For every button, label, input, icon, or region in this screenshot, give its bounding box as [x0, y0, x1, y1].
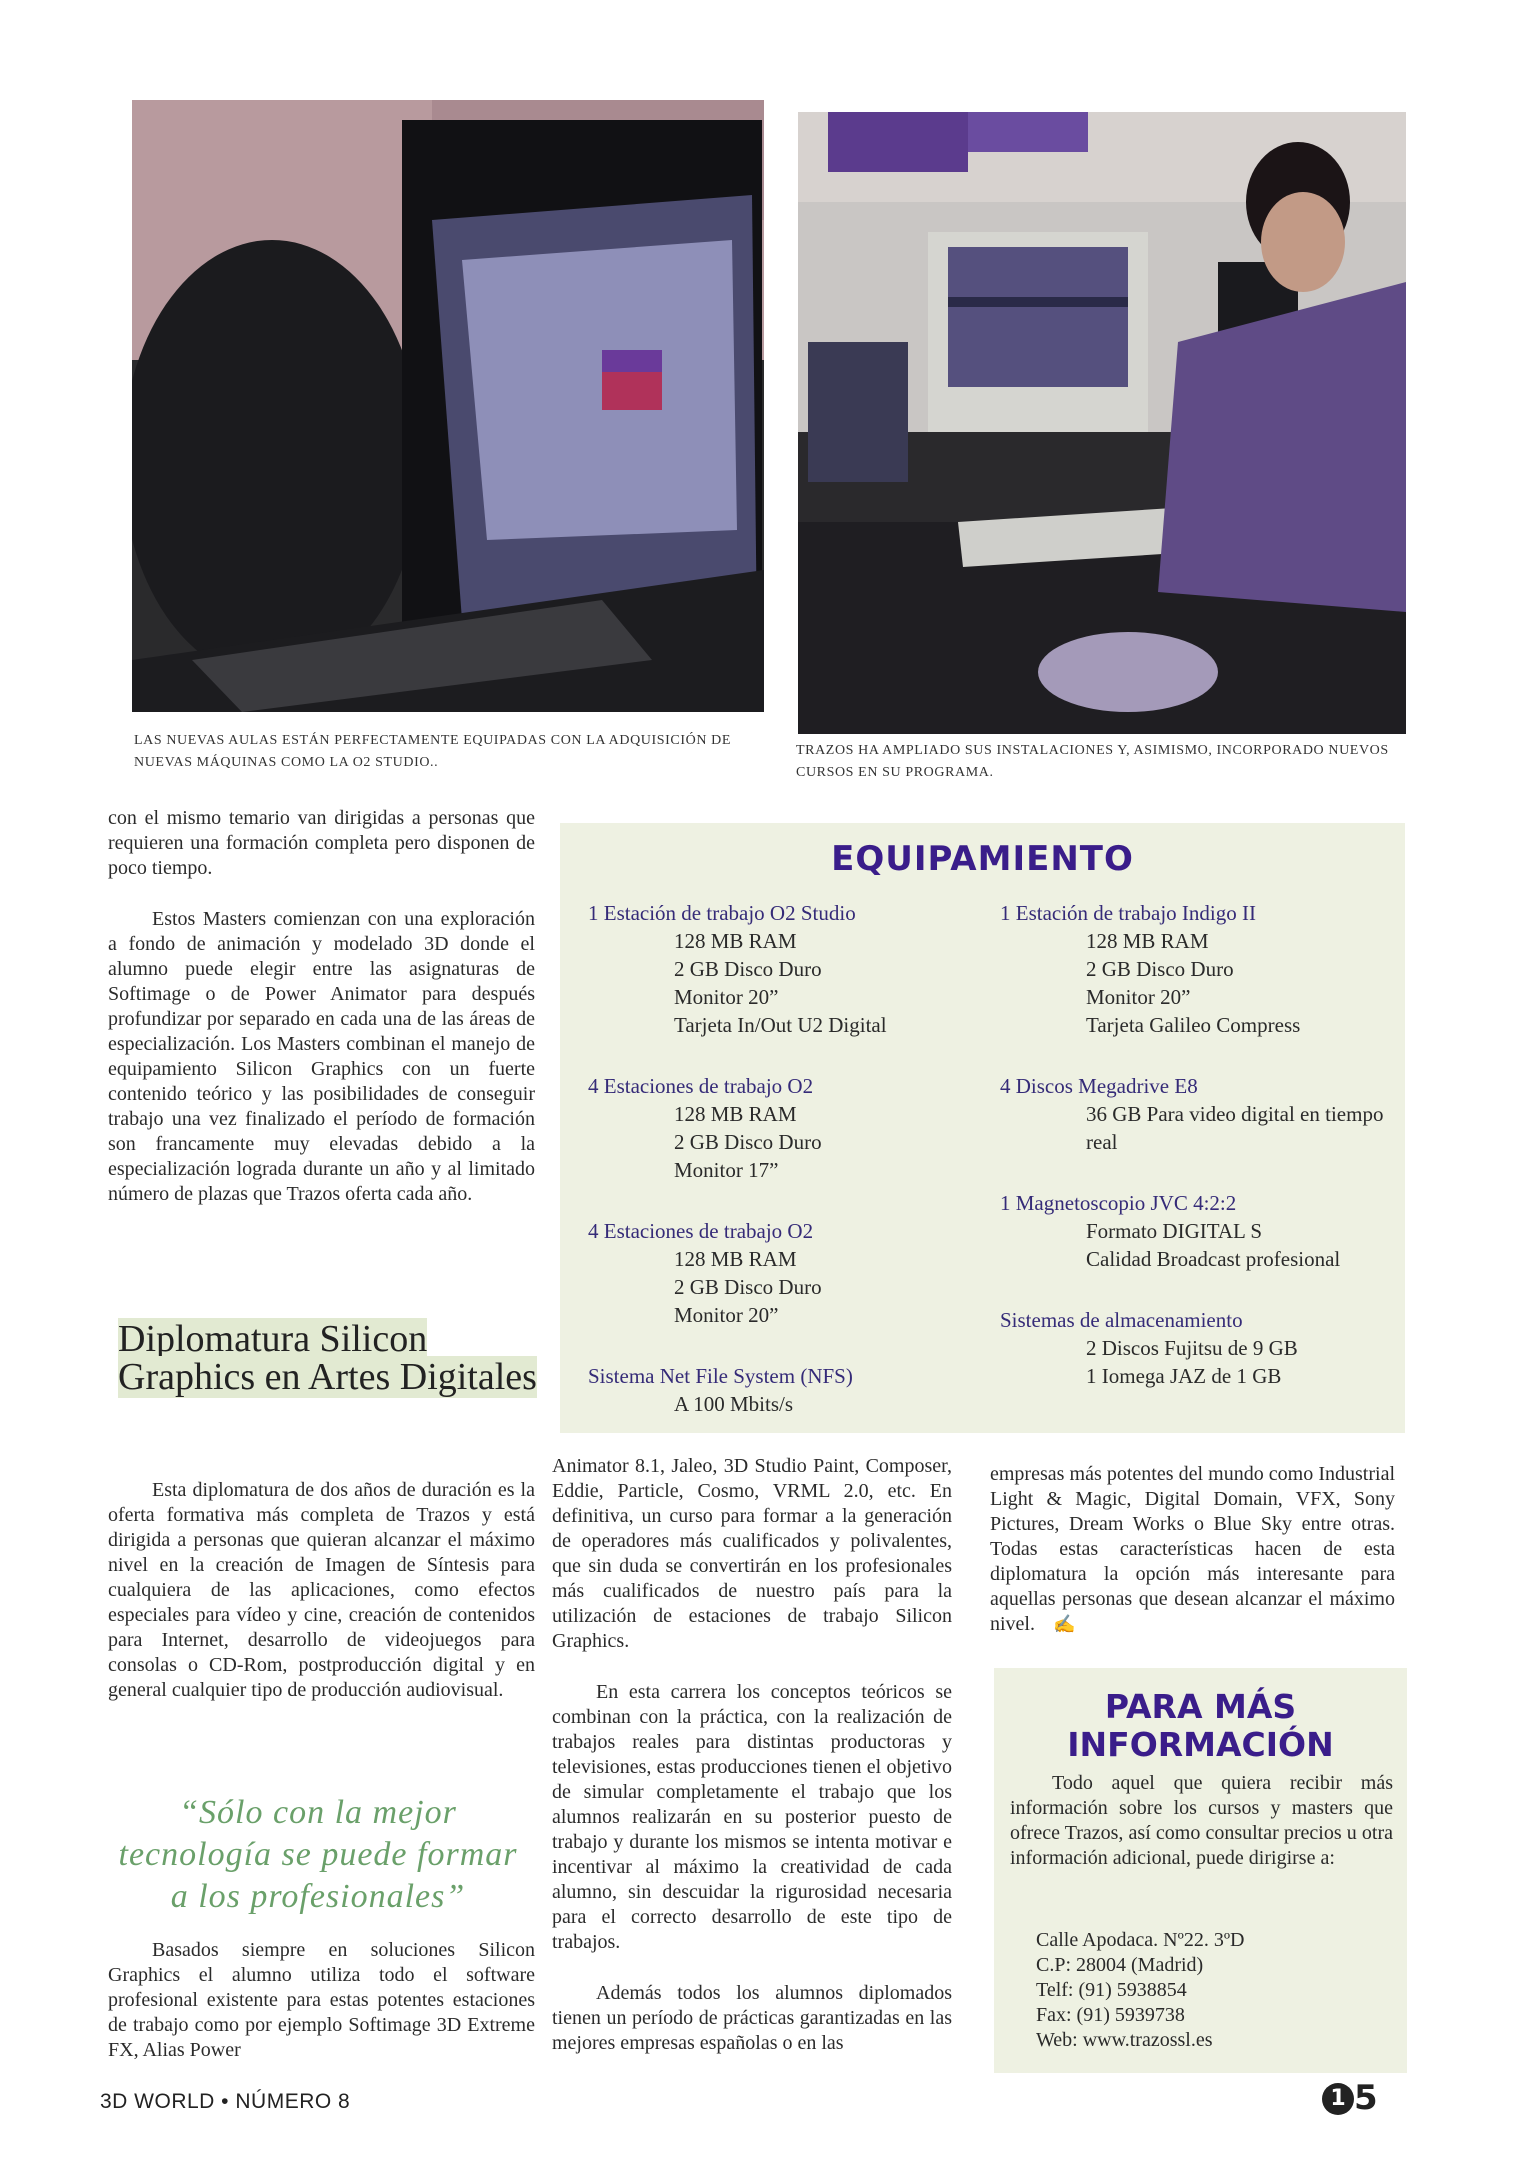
equipment-item: 36 GB Para video digital en tiempo real	[1086, 1102, 1384, 1154]
more-info-title-line2: INFORMACIÓN	[1067, 1725, 1334, 1764]
equipment-item: Monitor 20”	[1086, 985, 1191, 1009]
magazine-footer: 3D WORLD • NÚMERO 8	[100, 2090, 351, 2113]
address-postal: C.P: 28004 (Madrid)	[1036, 1954, 1204, 1976]
equipment-item: 1 Iomega JAZ de 1 GB	[1086, 1364, 1282, 1388]
pull-quote: “Sólo con la mejor tecnología se puede formar a los profesionales”	[118, 1794, 518, 1915]
equipment-item: 128 MB RAM	[674, 1247, 797, 1271]
equipment-group	[1000, 899, 1390, 1039]
more-info-box	[994, 1668, 1407, 2073]
photo-workstation-monitor	[132, 100, 764, 712]
left-paragraph-3: Esta diplomatura de dos años de duración es la oferta formativa más completa de Trazos y está dirigida a personas que quieran alcanzar el máximo nivel en la creación de Imagen de Síntesis para cualquiera de las aplicaciones, como efectos especiales para vídeo y cine, creación de contenidos para Internet, desarrollo de videojuegos para consolas o CD-Rom, postproducción digital y en general cualquier tipo de producción audiovisual.	[108, 1479, 535, 1701]
equipment-item: Monitor 20”	[674, 1303, 779, 1327]
left-paragraph-1: con el mismo temario van dirigidas a personas que requieren una formación completa pero disponen de poco tiempo.	[108, 807, 535, 879]
equipment-group-head: 1 Estación de trabajo Indigo II	[1000, 901, 1256, 925]
equipment-group	[1000, 1072, 1390, 1156]
equipment-group-head: 4 Estaciones de trabajo O2	[588, 1074, 814, 1098]
equipment-group-head: 4 Discos Megadrive E8	[1000, 1074, 1198, 1098]
equipment-item: 2 GB Disco Duro	[674, 1275, 822, 1299]
equipment-item: Calidad Broadcast profesional	[1086, 1247, 1341, 1271]
more-info-title	[994, 1688, 1407, 1764]
end-mark-icon: ✍	[1053, 1614, 1076, 1634]
equipment-group	[588, 899, 988, 1039]
middle-paragraph-2: En esta carrera los conceptos teóricos se combinan con la práctica, con la realización de trabajos reales para distintas productoras y televisiones, estas producciones tienen el objetivo de simular completamente el trabajo que los alumnos realizarán en su posterior puesto de trabajo y durante los mismos se intenta motivar e incentivar al máximo la creatividad de cada alumno, sin descuidar la rigurosidad necesaria para el correcto desarrollo de este tipo de trabajos.	[552, 1681, 952, 1953]
equipment-item: Formato DIGITAL S	[1086, 1219, 1263, 1243]
equipment-item: 128 MB RAM	[1086, 929, 1209, 953]
equipment-item: 2 GB Disco Duro	[674, 1130, 822, 1154]
address-phone: Telf: (91) 5938854	[1036, 1979, 1187, 2001]
equipment-group	[588, 1362, 988, 1418]
page-number	[1322, 2078, 1378, 2118]
contact-address	[1036, 1928, 1244, 2053]
left-column-top	[108, 806, 535, 1233]
equipment-group-head: 1 Magnetoscopio JVC 4:2:2	[1000, 1191, 1237, 1215]
equipment-item: Tarjeta Galileo Compress	[1086, 1013, 1301, 1037]
equipment-group	[588, 1217, 988, 1329]
section-heading	[118, 1320, 538, 1396]
equipment-group-head: 4 Estaciones de trabajo O2	[588, 1219, 814, 1243]
equipment-group-head: Sistema Net File System (NFS)	[588, 1364, 853, 1388]
caption-left-photo: LAS NUEVAS AULAS ESTÁN PERFECTAMENTE EQUIPADAS CON LA ADQUISICIÓN DE NUEVAS MÁQUINAS COMO LA O2 STUDIO..	[134, 733, 731, 770]
equipment-group-head: Sistemas de almacenamiento	[1000, 1308, 1243, 1332]
more-info-body: Todo aquel que quiera recibir más información sobre los cursos y masters que ofrece Trazos, así como consultar precios u otra información adicional, puede dirigirse a:	[1010, 1772, 1393, 1869]
equipment-item: 128 MB RAM	[674, 1102, 797, 1126]
equipment-group	[1000, 1189, 1390, 1273]
equipment-title: EQUIPAMIENTO	[831, 839, 1134, 879]
equipment-item: 2 GB Disco Duro	[1086, 957, 1234, 981]
equipment-group-head: 1 Estación de trabajo O2 Studio	[588, 901, 856, 925]
left-paragraph-2: Estos Masters comienzan con una exploración a fondo de animación y modelado 3D donde el alumno puede elegir entre las asignaturas de Softimage o de Power Animator para después profundizar por separado en cada una de las áreas de especialización. Los Masters combinan el manejo de equipamiento Silicon Graphics con un fuerte contenido teórico y las posibilidades de conseguir trabajo una vez finalizado el período de formación son francamente muy elevadas debido a la especialización lograda durante un año y al limitado número de plazas que Trazos oferta cada año.	[108, 908, 535, 1205]
equipment-item: Monitor 17”	[674, 1158, 779, 1182]
right-paragraph-1	[990, 1462, 1395, 1637]
equipment-item: 2 Discos Fujitsu de 9 GB	[1086, 1336, 1298, 1360]
more-info-title-line1: PARA MÁS	[1104, 1687, 1297, 1726]
address-fax: Fax: (91) 5939738	[1036, 2004, 1185, 2026]
caption-right-photo: TRAZOS HA AMPLIADO SUS INSTALACIONES Y, ASIMISMO, INCORPORADO NUEVOS CURSOS EN SU PROGRAMA.	[796, 743, 1389, 780]
equipment-item: Tarjeta In/Out U2 Digital	[674, 1013, 887, 1037]
equipment-group	[1000, 1306, 1390, 1390]
equipment-item: 128 MB RAM	[674, 929, 797, 953]
equipment-left-column	[588, 899, 988, 1451]
photo-student-workstation	[798, 112, 1406, 734]
equipment-item: Monitor 20”	[674, 985, 779, 1009]
middle-paragraph-3: Además todos los alumnos diplomados tienen un período de prácticas garantizadas en las mejores empresas españolas o en las	[552, 1982, 952, 2054]
section-heading-text: Diplomatura Silicon Graphics en Artes Digitales	[118, 1318, 537, 1398]
left-column-bottom	[108, 1938, 535, 2089]
page-number-digit-2: 5	[1354, 2078, 1378, 2118]
equipment-item: 2 GB Disco Duro	[674, 957, 822, 981]
address-web: Web: www.trazossl.es	[1036, 2029, 1213, 2051]
middle-column	[552, 1454, 952, 2082]
right-paragraph-text: empresas más potentes del mundo como Industrial Light & Magic, Digital Domain, VFX, Sony Pictures, Dream Works o Blue Sky entre otras. Todas estas características hacen de esta diplomatura la opción más interesante para aquellas personas que desean alcanzar el máximo nivel.	[990, 1463, 1395, 1635]
equipment-right-column	[1000, 899, 1390, 1423]
address-street: Calle Apodaca. Nº22. 3ºD	[1036, 1929, 1245, 1951]
equipment-item: A 100 Mbits/s	[674, 1392, 794, 1416]
equipment-group	[588, 1072, 988, 1184]
right-column	[990, 1462, 1395, 1663]
left-column-mid	[108, 1478, 535, 1729]
middle-paragraph-1: Animator 8.1, Jaleo, 3D Studio Paint, Composer, Eddie, Particle, Cosmo, VRML 2.0, etc. En definitiva, un curso para formar a la generación de operadores más cualificados y polivalentes, que sin duda se convertirán en los profesionales más cualificados de nuestro país para la utilización de estaciones de trabajo Silicon Graphics.	[552, 1455, 952, 1652]
page-number-digit-1: 1	[1322, 2083, 1354, 2115]
left-paragraph-4: Basados siempre en soluciones Silicon Graphics el alumno utiliza todo el software profesional existente para estas potentes estaciones de trabajo como por ejemplo Softimage 3D Extreme FX, Alias Power	[108, 1939, 535, 2061]
equipment-box	[560, 823, 1405, 1433]
